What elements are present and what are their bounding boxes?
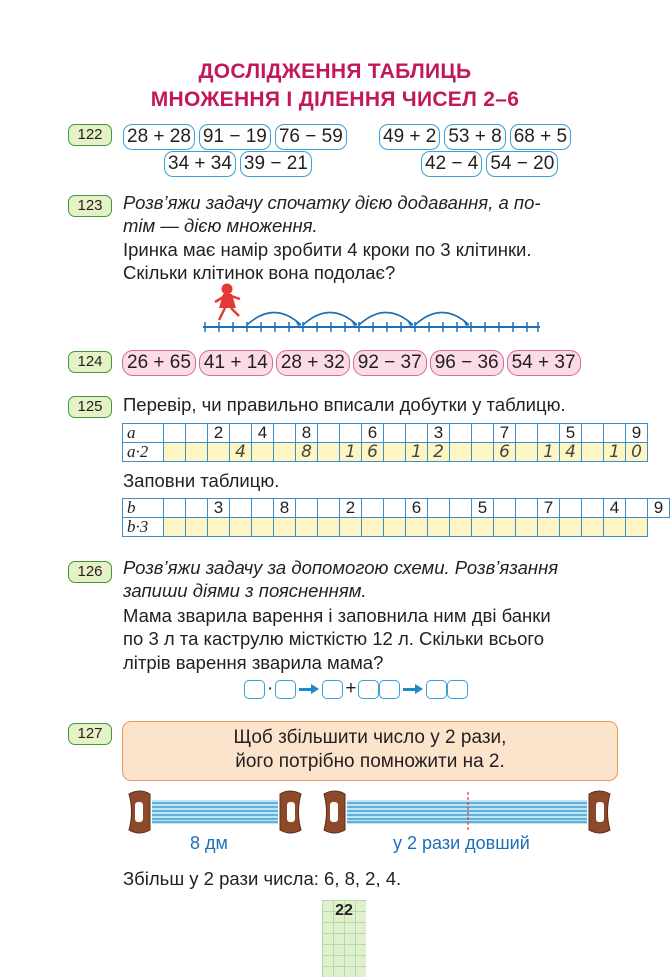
cell: 6: [362, 424, 384, 443]
cell: 7: [494, 424, 516, 443]
rule-line2: його потрібно помножити на 2.: [235, 751, 505, 772]
page-title-line1: ДОСЛІДЖЕННЯ ТАБЛИЦЬ: [198, 60, 472, 83]
multiply-sign: ·: [267, 678, 274, 699]
long-expander-label: у 2 рази довший: [393, 833, 530, 853]
ex123-task-line2: Скільки клітинок вона подолає?: [123, 262, 396, 283]
long-expander-icon: [324, 791, 610, 833]
jump-arc: [359, 313, 413, 326]
expression: 49 + 2: [379, 124, 440, 150]
rule-line1: Щоб збільшити число у 2 рази,: [233, 727, 507, 748]
exercise-number-123: 123: [68, 195, 112, 217]
arrow-right-icon: [299, 684, 319, 694]
ex126-instruction-line1: Розв’яжи задачу за допомогою схеми. Розв’язання: [123, 557, 559, 578]
ex122-row2-right: [421, 151, 558, 177]
row-label: b: [123, 499, 164, 518]
page-number: 22: [335, 902, 353, 919]
ex123-instruction-line1: Розв’яжи задачу спочатку дією додавання, а по-: [123, 192, 541, 213]
girl-jumping-icon: [215, 284, 240, 321]
ex126-task-line3: літрів варення зварила мама?: [123, 652, 384, 673]
row-label: b·3: [123, 518, 164, 537]
expression: 68 + 5: [510, 124, 571, 150]
exercise-number-124: 124: [68, 351, 112, 373]
expanders-figure: [124, 788, 624, 838]
cell: 3: [208, 499, 230, 518]
expression: 41 + 14: [199, 350, 273, 376]
cell: 4: [252, 424, 274, 443]
expression: 28 + 32: [276, 350, 350, 376]
expression: 54 − 20: [486, 151, 558, 177]
ex125-fill-text: Заповни таблицю.: [123, 470, 280, 491]
ex126-task-line2: по 3 л та каструлю місткістю 12 л. Скільки всього: [123, 628, 545, 649]
cell: 2: [340, 499, 362, 518]
ex122-row2-left: [164, 151, 312, 177]
expression: 53 + 8: [444, 124, 505, 150]
row-label: a·2: [123, 443, 164, 462]
cell: 3: [428, 424, 450, 443]
table-b: [122, 498, 670, 537]
plus-sign: +: [345, 678, 357, 699]
cell: 1: [538, 443, 560, 462]
cell: 9: [626, 424, 648, 443]
jump-arc: [247, 313, 301, 326]
arrow-right-icon: [403, 684, 423, 694]
expression: 39 − 21: [240, 151, 312, 177]
ex124-expressions: [122, 350, 581, 376]
cell: 4: [560, 443, 582, 462]
expression: 96 − 36: [430, 350, 504, 376]
answer-box[interactable]: [244, 680, 265, 699]
solution-scheme: [244, 678, 468, 700]
cell: 6: [406, 499, 428, 518]
expression: 54 + 37: [507, 350, 581, 376]
cell: 4: [230, 443, 252, 462]
cell: 4: [604, 499, 626, 518]
answer-box[interactable]: [322, 680, 343, 699]
cell: 5: [560, 424, 582, 443]
answer-box[interactable]: [447, 680, 468, 699]
cell: 8: [274, 499, 296, 518]
page-title-line2: МНОЖЕННЯ І ДІЛЕННЯ ЧИСЕЛ 2–6: [150, 88, 520, 111]
ex125-text: Перевір, чи правильно вписали добутки у таблицю.: [123, 394, 566, 415]
exercise-number-127: 127: [68, 723, 112, 745]
answer-box[interactable]: [379, 680, 400, 699]
expression: 92 − 37: [353, 350, 427, 376]
row-label: a: [123, 424, 164, 443]
answer-box[interactable]: [358, 680, 379, 699]
jump-arc: [303, 313, 357, 326]
ex126-task-line1: Мама зварила варення і заповнила ним дві банки: [123, 605, 551, 626]
cell: 1: [604, 443, 626, 462]
rule-box: [122, 721, 618, 781]
short-expander-label: 8 дм: [190, 833, 228, 853]
cell: 2: [208, 424, 230, 443]
cell: 6: [362, 443, 384, 462]
ex123-instruction-line2: тім — дією множення.: [123, 215, 318, 236]
cell: 9: [648, 499, 670, 518]
expression: 76 − 59: [275, 124, 347, 150]
cell: 5: [472, 499, 494, 518]
table-a: [122, 423, 648, 462]
number-line-figure: [195, 280, 545, 336]
expression: 26 + 65: [122, 350, 196, 376]
cell: 7: [538, 499, 560, 518]
ex122-row1-right: [379, 124, 571, 150]
exercise-number-125: 125: [68, 396, 112, 418]
answer-box[interactable]: [426, 680, 447, 699]
cell: 1: [340, 443, 362, 462]
answer-box[interactable]: [275, 680, 296, 699]
short-expander-icon: [129, 791, 301, 833]
cell: 1: [406, 443, 428, 462]
exercise-number-122: 122: [68, 124, 112, 146]
ex122-row1-left: [123, 124, 347, 150]
exercise-number-126: 126: [68, 561, 112, 583]
expression: 91 − 19: [199, 124, 271, 150]
jump-arc: [415, 313, 469, 326]
cell: 8: [296, 424, 318, 443]
cell: 0: [626, 443, 648, 462]
ex123-task-line1: Іринка має намір зробити 4 кроки по 3 клітинки.: [123, 239, 532, 260]
cell: 8: [296, 443, 318, 462]
expression: 34 + 34: [164, 151, 236, 177]
expression: 42 − 4: [421, 151, 482, 177]
cell: 6: [494, 443, 516, 462]
cell: 2: [428, 443, 450, 462]
ex127-task: Збільш у 2 рази числа: 6, 8, 2, 4.: [123, 868, 402, 889]
expression: 28 + 28: [123, 124, 195, 150]
ex126-instruction-line2: запиши діями з поясненням.: [123, 580, 367, 601]
